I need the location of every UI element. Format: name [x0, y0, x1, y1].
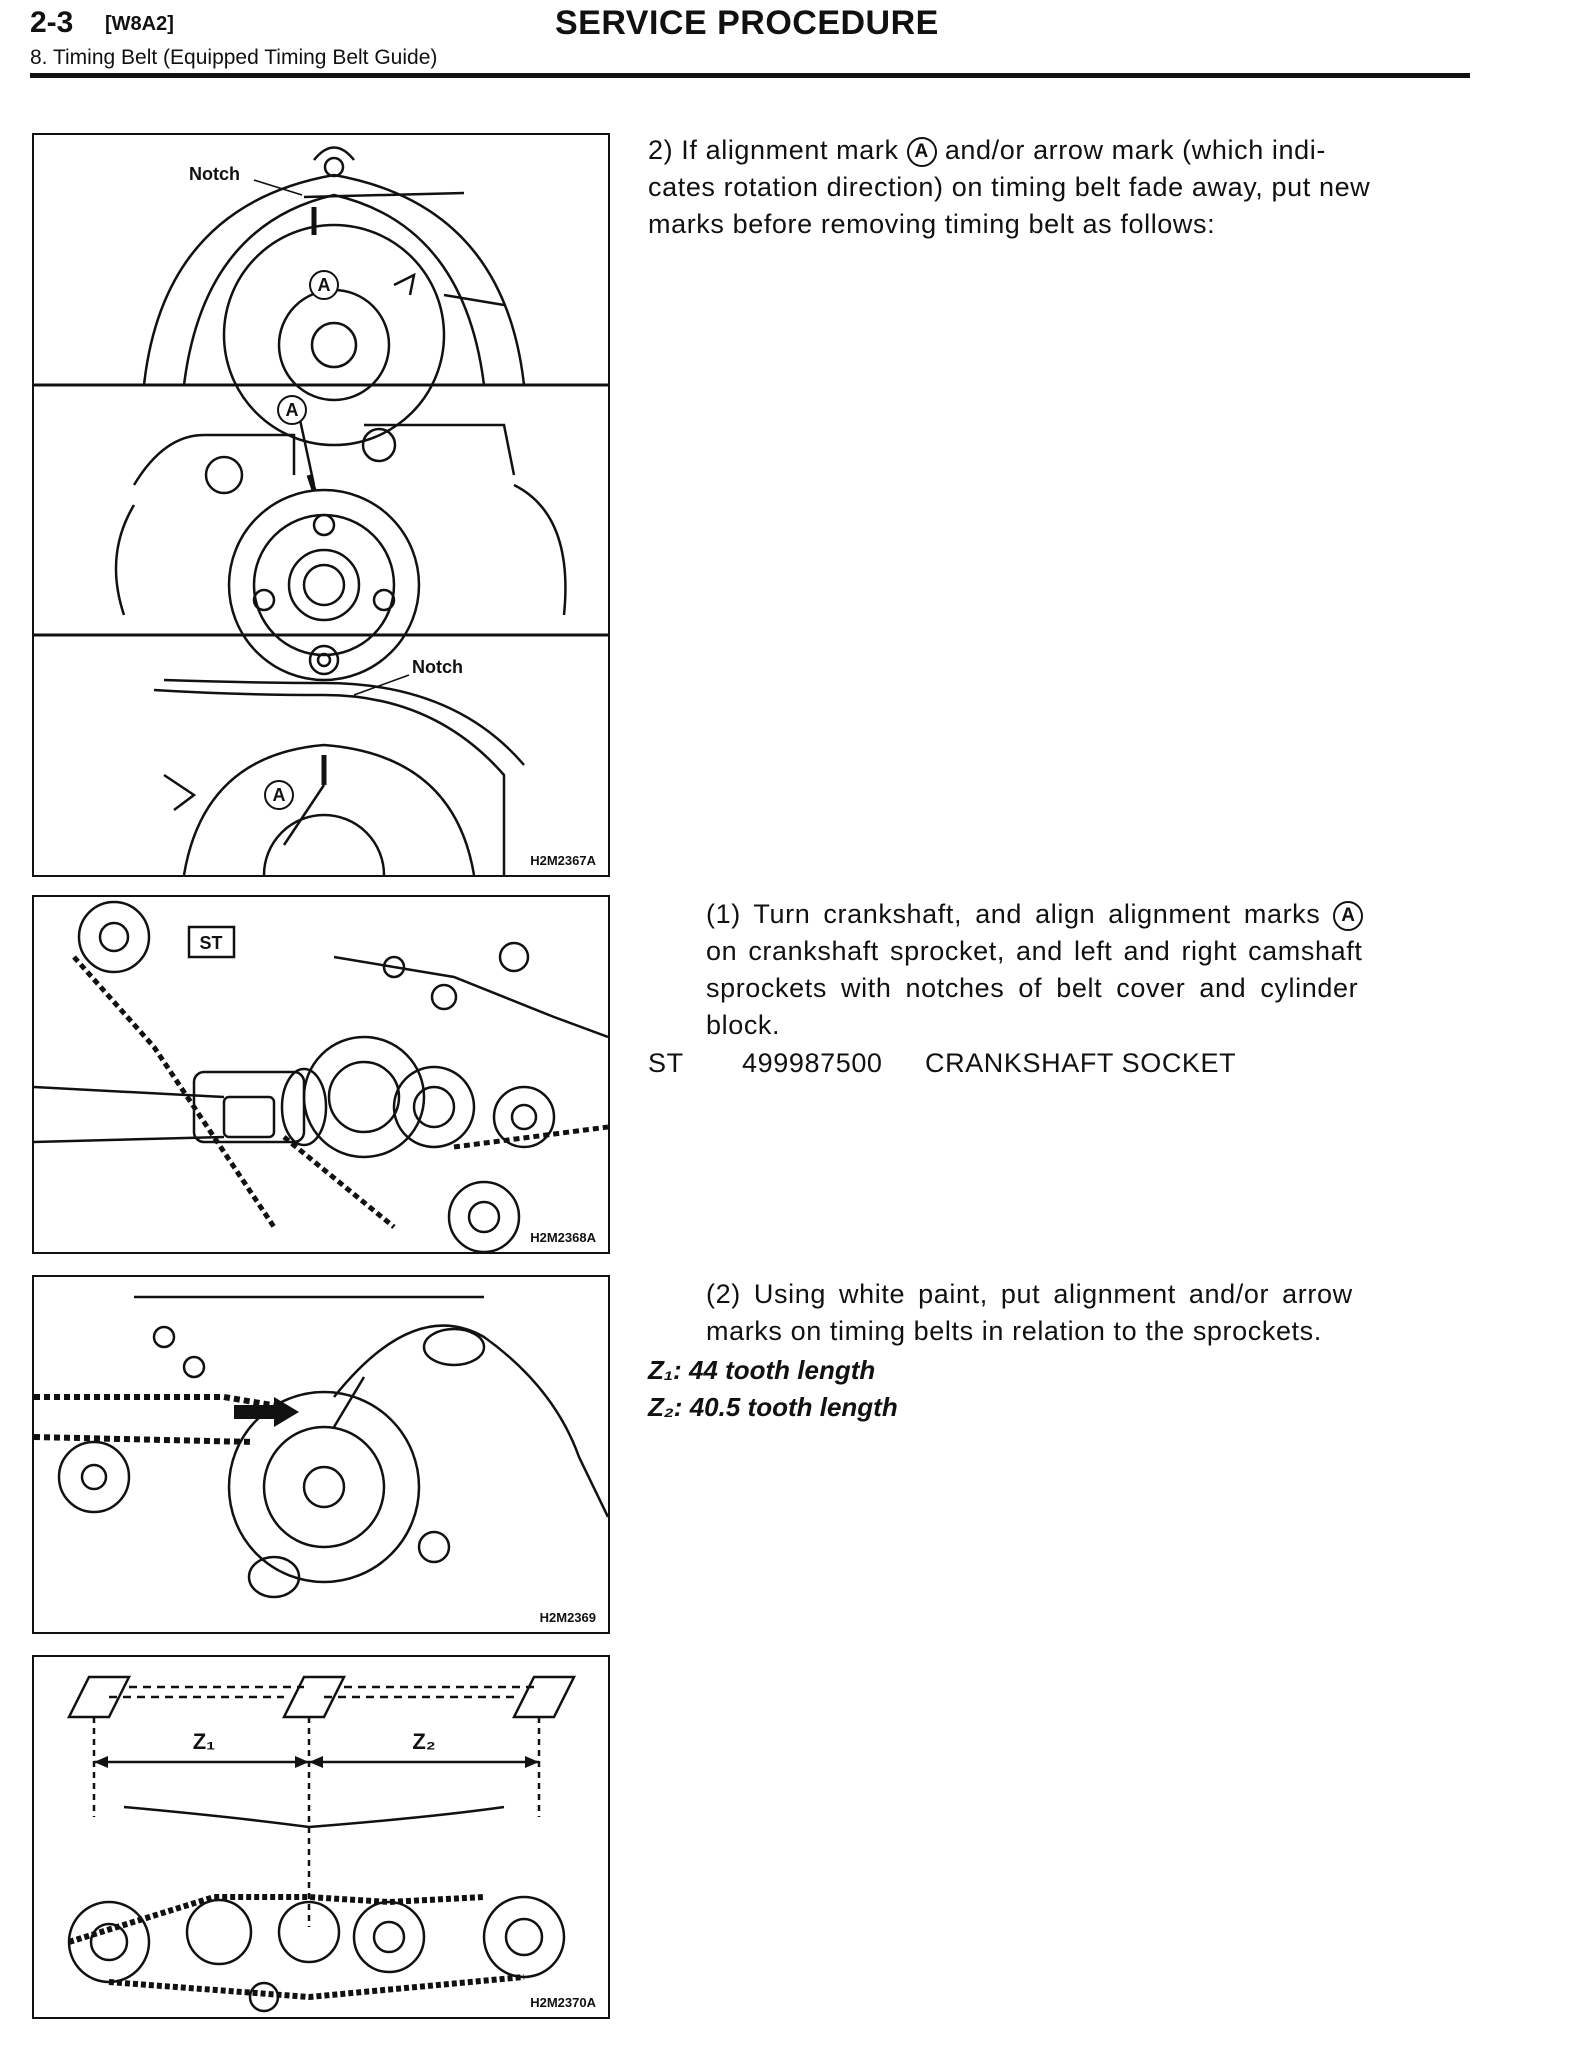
spec-z1-value: 44 tooth length: [688, 1355, 876, 1385]
spec-z1-label: Z₁:: [648, 1355, 682, 1385]
tool-label: ST: [648, 1048, 684, 1078]
step-2-line-2: cates rotation direction) on timing belt fade away, put new: [648, 172, 1371, 202]
z1-label: Z₁: [192, 1729, 216, 1754]
spec-z2-label: Z₂:: [648, 1392, 683, 1422]
mark-a-label-bottom: A: [272, 785, 286, 805]
spec-z2-value: 40.5 tooth length: [689, 1392, 898, 1422]
step-2-prefix: 2) If alignment mark: [648, 135, 899, 165]
st-tool-label: ST: [199, 933, 223, 953]
sub-step-2: [706, 1276, 1486, 1350]
tool-number: 499987500: [742, 1048, 883, 1078]
sub-step-1-line-3: sprockets with notches of belt cover and cylinder: [706, 973, 1359, 1003]
page-number: 2-3: [30, 6, 74, 39]
figure-alignment-marks: [32, 133, 610, 877]
spec-z1: [648, 1355, 875, 1386]
notch-label-top: Notch: [189, 164, 240, 184]
section-subtitle: 8. Timing Belt (Equipped Timing Belt Guide): [30, 46, 438, 69]
figure-id: H2M2368A: [530, 1230, 596, 1245]
step-2: [648, 132, 1478, 243]
sub-step-1: [706, 896, 1486, 1044]
step-2-line-3: marks before removing timing belt as follows:: [648, 209, 1216, 239]
sub-step-1-line-4: block.: [706, 1010, 781, 1040]
figure-id: H2M2370A: [530, 1995, 596, 2010]
mark-a-label-top: A: [317, 275, 331, 295]
notch-label-bottom: Notch: [412, 657, 463, 677]
alignment-mark-a-symbol: A: [1333, 901, 1363, 931]
sub-step-2-line-1: (2) Using white paint, put alignment and/or arrow: [706, 1279, 1353, 1309]
figure-crankshaft-socket: [32, 895, 610, 1254]
alignment-mark-a-symbol: A: [907, 137, 937, 167]
sub-step-1-line-2: on crankshaft sprocket, and left and right camshaft: [706, 936, 1363, 966]
procedure-code: [W8A2]: [105, 13, 174, 35]
paint-marking-illustration: [34, 1277, 608, 1632]
step-2-rest: and/or arrow mark (which indi-: [944, 135, 1326, 165]
crankshaft-socket-illustration: [34, 897, 608, 1252]
header-rule: [30, 73, 1470, 78]
figure-tooth-length: [32, 1655, 610, 2019]
mark-a-label-middle: A: [285, 400, 299, 420]
tooth-length-illustration: [34, 1657, 608, 2017]
tool-name: CRANKSHAFT SOCKET: [925, 1048, 1237, 1078]
sub-step-1-prefix: (1) Turn crankshaft, and align alignment marks: [706, 899, 1321, 929]
spec-z2: [648, 1392, 898, 1423]
figure-paint-marking: [32, 1275, 610, 1634]
section-title: SERVICE PROCEDURE: [555, 4, 939, 42]
z2-label: Z₂: [412, 1729, 436, 1754]
special-tool-row: [648, 1045, 684, 1082]
sub-step-2-line-2: marks on timing belts in relation to the sprockets.: [706, 1316, 1322, 1346]
figure-id: H2M2367A: [530, 853, 596, 868]
figure-id: H2M2369: [539, 1610, 596, 1625]
alignment-marks-illustration: [34, 135, 608, 875]
